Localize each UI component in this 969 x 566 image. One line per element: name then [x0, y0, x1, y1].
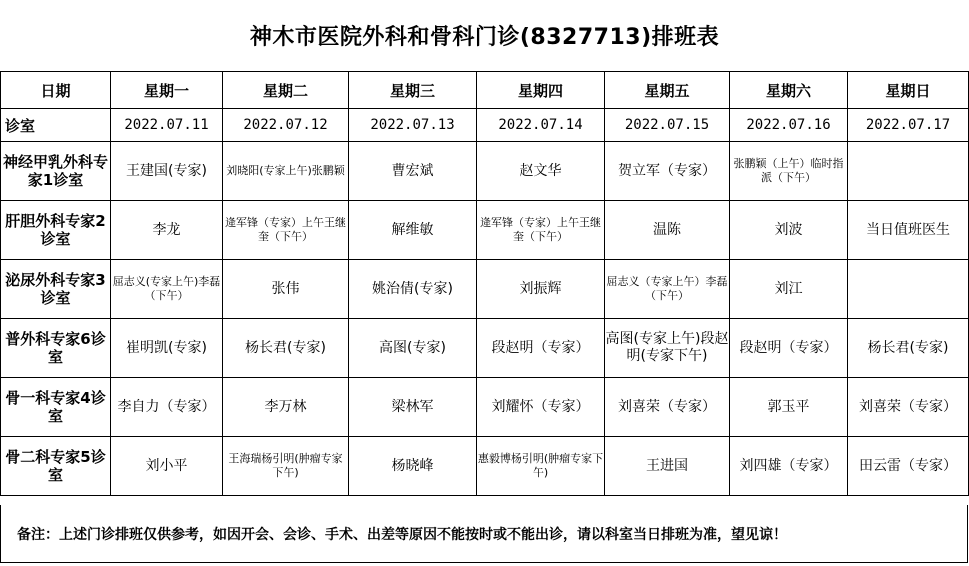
schedule-cell: 李龙 — [111, 201, 223, 260]
schedule-cell: 刘晓阳(专家上午)张鹏颖 — [223, 142, 349, 201]
footnote: 备注：上述门诊排班仅供参考，如因开会、会诊、手术、出差等原因不能按时或不能出诊，请以科室当日排班为准，望见谅！ — [0, 505, 968, 563]
clinic-name: 骨二科专家5诊室 — [1, 437, 111, 496]
table-row — [1, 437, 969, 496]
schedule-cell: 张鹏颖（上午）临时指派（下午） — [730, 142, 848, 201]
schedule-cell: 刘振辉 — [477, 260, 605, 319]
schedule-cell: 张伟 — [223, 260, 349, 319]
header-row-days — [1, 72, 969, 109]
schedule-cell: 刘江 — [730, 260, 848, 319]
schedule-cell — [848, 260, 969, 319]
day-header: 星期一 — [111, 72, 223, 109]
schedule-cell: 屈志义(专家上午)李磊（下午） — [111, 260, 223, 319]
schedule-cell: 高图(专家) — [349, 319, 477, 378]
schedule-cell: 逄军锋（专家）上午王继奎（下午） — [223, 201, 349, 260]
schedule-cell: 王进国 — [605, 437, 730, 496]
table-row — [1, 319, 969, 378]
schedule-cell: 解维敏 — [349, 201, 477, 260]
schedule-cell: 杨晓峰 — [349, 437, 477, 496]
date-header: 2022.07.12 — [223, 109, 349, 142]
schedule-cell: 段赵明（专家） — [477, 319, 605, 378]
date-header: 2022.07.16 — [730, 109, 848, 142]
page-title: 神木市医院外科和骨科门诊(8327713)排班表 — [0, 0, 969, 72]
schedule-cell: 刘耀怀（专家） — [477, 378, 605, 437]
schedule-cell: 赵文华 — [477, 142, 605, 201]
schedule-cell: 屈志义（专家上午）李磊（下午） — [605, 260, 730, 319]
schedule-cell: 崔明凯(专家) — [111, 319, 223, 378]
clinic-name: 泌尿外科专家3诊室 — [1, 260, 111, 319]
schedule-cell: 李万林 — [223, 378, 349, 437]
date-header: 2022.07.15 — [605, 109, 730, 142]
schedule-cell: 杨长君(专家) — [848, 319, 969, 378]
date-label: 日期 — [1, 72, 111, 109]
clinic-name: 神经甲乳外科专家1诊室 — [1, 142, 111, 201]
schedule-cell: 刘喜荣（专家） — [848, 378, 969, 437]
date-header: 2022.07.17 — [848, 109, 969, 142]
schedule-cell: 郭玉平 — [730, 378, 848, 437]
schedule-cell: 刘小平 — [111, 437, 223, 496]
schedule-cell: 王建国(专家) — [111, 142, 223, 201]
schedule-cell: 刘喜荣（专家） — [605, 378, 730, 437]
schedule-cell: 逄军锋（专家）上午王继奎（下午） — [477, 201, 605, 260]
schedule-table — [0, 71, 969, 496]
schedule-cell: 杨长君(专家) — [223, 319, 349, 378]
day-header: 星期六 — [730, 72, 848, 109]
schedule-cell: 姚治倩(专家) — [349, 260, 477, 319]
schedule-cell: 王海瑞杨引明(肿瘤专家下午) — [223, 437, 349, 496]
day-header: 星期三 — [349, 72, 477, 109]
clinic-name: 肝胆外科专家2诊室 — [1, 201, 111, 260]
day-header: 星期四 — [477, 72, 605, 109]
day-header: 星期日 — [848, 72, 969, 109]
schedule-cell — [848, 142, 969, 201]
schedule-cell: 段赵明（专家） — [730, 319, 848, 378]
date-header: 2022.07.14 — [477, 109, 605, 142]
schedule-cell: 曹宏斌 — [349, 142, 477, 201]
date-header: 2022.07.11 — [111, 109, 223, 142]
day-header: 星期二 — [223, 72, 349, 109]
schedule-cell: 高图(专家上午)段赵明(专家下午) — [605, 319, 730, 378]
day-header: 星期五 — [605, 72, 730, 109]
clinic-name: 骨一科专家4诊室 — [1, 378, 111, 437]
table-row — [1, 260, 969, 319]
clinic-label: 诊室 — [1, 109, 111, 142]
header-row-dates — [1, 109, 969, 142]
schedule-cell: 温陈 — [605, 201, 730, 260]
date-header: 2022.07.13 — [349, 109, 477, 142]
schedule-cell: 李自力（专家） — [111, 378, 223, 437]
table-row — [1, 142, 969, 201]
schedule-cell: 贺立军（专家） — [605, 142, 730, 201]
schedule-cell: 当日值班医生 — [848, 201, 969, 260]
schedule-cell: 田云雷（专家） — [848, 437, 969, 496]
schedule-cell: 惠毅博杨引明(肿瘤专家下午) — [477, 437, 605, 496]
schedule-cell: 梁林军 — [349, 378, 477, 437]
schedule-cell: 刘四雄（专家） — [730, 437, 848, 496]
clinic-name: 普外科专家6诊室 — [1, 319, 111, 378]
table-row — [1, 378, 969, 437]
table-row — [1, 201, 969, 260]
schedule-cell: 刘波 — [730, 201, 848, 260]
